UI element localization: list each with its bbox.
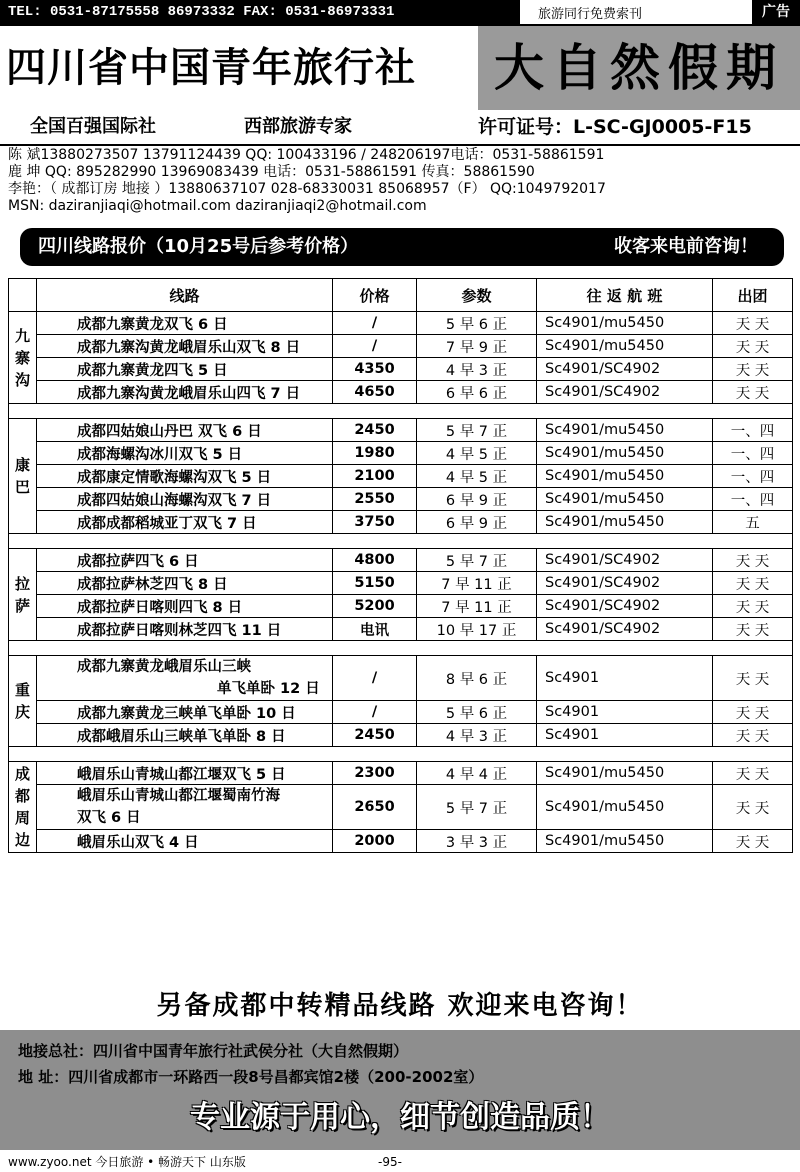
route-cell: 成都九寨沟黄龙峨眉乐山四飞 7 日	[37, 381, 333, 404]
params-cell: 5 早 6 正	[417, 312, 537, 335]
price-cell: /	[333, 312, 417, 335]
route-cell: 成都成都稻城亚丁双飞 7 日	[37, 511, 333, 534]
departure-cell: 天 天	[713, 830, 793, 853]
contact-line: 李艳：（ 成都订房 地接 ）13880637107 028-68330031 85068957（F） QQ:1049792017	[8, 181, 606, 197]
price-cell: 4650	[333, 381, 417, 404]
flight-cell: Sc4901/SC4902	[537, 358, 713, 381]
price-cell: 2300	[333, 762, 417, 785]
price-cell: 2100	[333, 465, 417, 488]
route-line-continued: 单飞单卧 12 日	[217, 681, 320, 697]
route-cell: 成都九寨黄龙四飞 5 日	[37, 358, 333, 381]
route-cell: 成都四姑娘山海螺沟双飞 7 日	[37, 488, 333, 511]
table-row	[9, 656, 793, 701]
flight-cell: Sc4901	[537, 724, 713, 747]
slogan-top100: 全国百强国际社	[30, 116, 156, 137]
table-row	[9, 381, 793, 404]
route-cell: 峨眉乐山双飞 4 日	[37, 830, 333, 853]
price-cell: 2450	[333, 419, 417, 442]
table-row	[9, 335, 793, 358]
header-flight: 往 返 航 班	[537, 279, 713, 312]
table-row	[9, 442, 793, 465]
params-cell: 4 早 5 正	[417, 465, 537, 488]
group-spacer	[9, 747, 793, 762]
price-cell: 5150	[333, 572, 417, 595]
price-cell: 电讯	[333, 618, 417, 641]
params-cell: 3 早 3 正	[417, 830, 537, 853]
page-number: -95-	[378, 1155, 402, 1169]
route-cell: 峨眉乐山青城山都江堰双飞 5 日	[37, 762, 333, 785]
price-cell: 2000	[333, 830, 417, 853]
spacer-cell	[9, 534, 793, 549]
contact-line: 陈 斌13880273507 13791124439 QQ: 100433196 / 248206197电话：0531-58861591	[8, 147, 605, 163]
footer-slogan: 专业源于用心，细节创造品质！	[190, 1100, 610, 1135]
departure-cell: 天 天	[713, 381, 793, 404]
flight-cell: Sc4901/SC4902	[537, 572, 713, 595]
departure-cell: 一、四	[713, 442, 793, 465]
agency-name: 四川省中国青年旅行社	[6, 45, 416, 91]
departure-cell: 天 天	[713, 618, 793, 641]
bottom-bar	[0, 1152, 800, 1172]
header-price: 价格	[333, 279, 417, 312]
flight-cell: Sc4901	[537, 656, 713, 701]
table-row	[9, 511, 793, 534]
table-row	[9, 488, 793, 511]
flight-cell: Sc4901/mu5450	[537, 785, 713, 830]
flight-cell: Sc4901/SC4902	[537, 595, 713, 618]
route-line-continued: 双飞 6 日	[77, 810, 141, 826]
price-cell: 4800	[333, 549, 417, 572]
route-cell: 成都拉萨日喀则四飞 8 日	[37, 595, 333, 618]
spacer-cell	[9, 404, 793, 419]
table-row	[9, 595, 793, 618]
table-row	[9, 785, 793, 830]
route-cell: 成都九寨黄龙双飞 6 日	[37, 312, 333, 335]
params-cell: 6 早 6 正	[417, 381, 537, 404]
route-cell: 成都拉萨日喀则林芝四飞 11 日	[37, 618, 333, 641]
departure-cell: 天 天	[713, 312, 793, 335]
region-cell: 康 巴	[9, 419, 37, 534]
route-line: 成都九寨黄龙峨眉乐山三峡	[77, 659, 251, 675]
params-cell: 4 早 3 正	[417, 724, 537, 747]
banner-title: 四川线路报价（10月25号后参考价格）	[38, 236, 359, 257]
flight-cell: Sc4901/mu5450	[537, 511, 713, 534]
route-cell: 成都九寨沟黄龙峨眉乐山双飞 8 日	[37, 335, 333, 358]
route-cell: 成都拉萨四飞 6 日	[37, 549, 333, 572]
departure-cell: 天 天	[713, 656, 793, 701]
params-cell: 5 早 6 正	[417, 701, 537, 724]
contact-line: MSN: daziranjiaqi@hotmail.com daziranjiaqi2@hotmail.com	[8, 198, 427, 214]
region-cell: 成 都 周 边	[9, 762, 37, 853]
spacer-cell	[9, 641, 793, 656]
route-cell	[37, 656, 333, 701]
table-row	[9, 572, 793, 595]
params-cell: 7 早 11 正	[417, 572, 537, 595]
route-cell: 成都海螺沟冰川双飞 5 日	[37, 442, 333, 465]
departure-cell: 天 天	[713, 572, 793, 595]
departure-cell: 天 天	[713, 335, 793, 358]
header-params: 参数	[417, 279, 537, 312]
params-cell: 4 早 5 正	[417, 442, 537, 465]
subheader	[0, 110, 800, 146]
ad-badge: 广告	[752, 0, 800, 24]
footer	[0, 1030, 800, 1150]
price-cell: /	[333, 335, 417, 358]
contact-line: 鹿 坤 QQ: 895282990 13969083439 电话：0531-58861591 传真：58861590	[8, 164, 535, 180]
group-spacer	[9, 404, 793, 419]
flight-cell: Sc4901/SC4902	[537, 618, 713, 641]
departure-cell: 一、四	[713, 419, 793, 442]
price-cell: 3750	[333, 511, 417, 534]
departure-cell: 天 天	[713, 358, 793, 381]
flight-cell: Sc4901/mu5450	[537, 442, 713, 465]
header-departure: 出团	[713, 279, 793, 312]
routes-table	[8, 278, 793, 853]
extra-routes-note: 另备成都中转精品线路 欢迎来电咨询！	[156, 991, 644, 1021]
params-cell: 5 早 7 正	[417, 549, 537, 572]
flight-cell: Sc4901/SC4902	[537, 549, 713, 572]
departure-cell: 天 天	[713, 595, 793, 618]
flight-cell: Sc4901/SC4902	[537, 381, 713, 404]
route-cell: 成都四姑娘山丹巴 双飞 6 日	[37, 419, 333, 442]
flight-cell: Sc4901/mu5450	[537, 830, 713, 853]
table-row	[9, 549, 793, 572]
flight-cell: Sc4901	[537, 701, 713, 724]
hq-line: 地接总社：四川省中国青年旅行社武侯分社（大自然假期）	[18, 1042, 409, 1060]
params-cell: 10 早 17 正	[417, 618, 537, 641]
header-region	[9, 279, 37, 312]
departure-cell: 一、四	[713, 465, 793, 488]
departure-cell: 天 天	[713, 762, 793, 785]
table-header-row	[9, 279, 793, 312]
departure-cell: 天 天	[713, 785, 793, 830]
price-cell: 1980	[333, 442, 417, 465]
brand-name: 大自然假期	[478, 26, 800, 110]
price-cell: /	[333, 701, 417, 724]
price-cell: 2450	[333, 724, 417, 747]
group-spacer	[9, 641, 793, 656]
region-cell: 重 庆	[9, 656, 37, 747]
params-cell: 6 早 9 正	[417, 488, 537, 511]
contacts	[8, 147, 798, 215]
region-cell: 拉 萨	[9, 549, 37, 641]
free-index-label: 旅游同行免费索刊	[538, 6, 643, 22]
price-cell: 2550	[333, 488, 417, 511]
table-row	[9, 701, 793, 724]
flight-cell: Sc4901/mu5450	[537, 488, 713, 511]
table-row	[9, 618, 793, 641]
departure-cell: 五	[713, 511, 793, 534]
group-spacer	[9, 534, 793, 549]
price-cell: 4350	[333, 358, 417, 381]
departure-cell: 一、四	[713, 488, 793, 511]
price-cell: 5200	[333, 595, 417, 618]
departure-cell: 天 天	[713, 701, 793, 724]
header-route: 线路	[37, 279, 333, 312]
params-cell: 8 早 6 正	[417, 656, 537, 701]
tel-fax-line: TEL: 0531-87175558 86973332 FAX: 0531-86973331	[0, 0, 520, 24]
params-cell: 7 早 11 正	[417, 595, 537, 618]
site-line: www.zyoo.net 今日旅游 • 畅游天下 山东版	[8, 1155, 246, 1169]
table-row	[9, 724, 793, 747]
banner-note: 收客来电前咨询！	[614, 236, 758, 257]
flight-cell: Sc4901/mu5450	[537, 335, 713, 358]
params-cell: 6 早 9 正	[417, 511, 537, 534]
params-cell: 7 早 9 正	[417, 335, 537, 358]
route-cell: 成都峨眉乐山三峡单飞单卧 8 日	[37, 724, 333, 747]
departure-cell: 天 天	[713, 724, 793, 747]
price-cell: 2650	[333, 785, 417, 830]
route-line: 峨眉乐山青城山都江堰蜀南竹海	[77, 788, 280, 804]
price-banner	[20, 228, 784, 266]
flight-cell: Sc4901/mu5450	[537, 762, 713, 785]
region-cell: 九 寨 沟	[9, 312, 37, 404]
params-cell: 5 早 7 正	[417, 785, 537, 830]
route-cell: 成都康定情歌海螺沟双飞 5 日	[37, 465, 333, 488]
table-row	[9, 419, 793, 442]
table-row	[9, 312, 793, 335]
flight-cell: Sc4901/mu5450	[537, 465, 713, 488]
top-bar	[0, 0, 800, 26]
params-cell: 4 早 3 正	[417, 358, 537, 381]
table-row	[9, 762, 793, 785]
params-cell: 4 早 4 正	[417, 762, 537, 785]
route-cell: 成都拉萨林芝四飞 8 日	[37, 572, 333, 595]
header	[0, 26, 800, 110]
table-row	[9, 830, 793, 853]
table-row	[9, 358, 793, 381]
flight-cell: Sc4901/mu5450	[537, 419, 713, 442]
table-row	[9, 465, 793, 488]
params-cell: 5 早 7 正	[417, 419, 537, 442]
route-cell: 成都九寨黄龙三峡单飞单卧 10 日	[37, 701, 333, 724]
address-line: 地 址：四川省成都市一环路西一段8号昌都宾馆2楼（200-2002室）	[18, 1068, 484, 1086]
license-number: 许可证号：L-SC-GJ0005-F15	[478, 116, 752, 138]
price-cell: /	[333, 656, 417, 701]
route-cell	[37, 785, 333, 830]
flight-cell: Sc4901/mu5450	[537, 312, 713, 335]
slogan-western-expert: 西部旅游专家	[244, 116, 352, 137]
departure-cell: 天 天	[713, 549, 793, 572]
spacer-cell	[9, 747, 793, 762]
